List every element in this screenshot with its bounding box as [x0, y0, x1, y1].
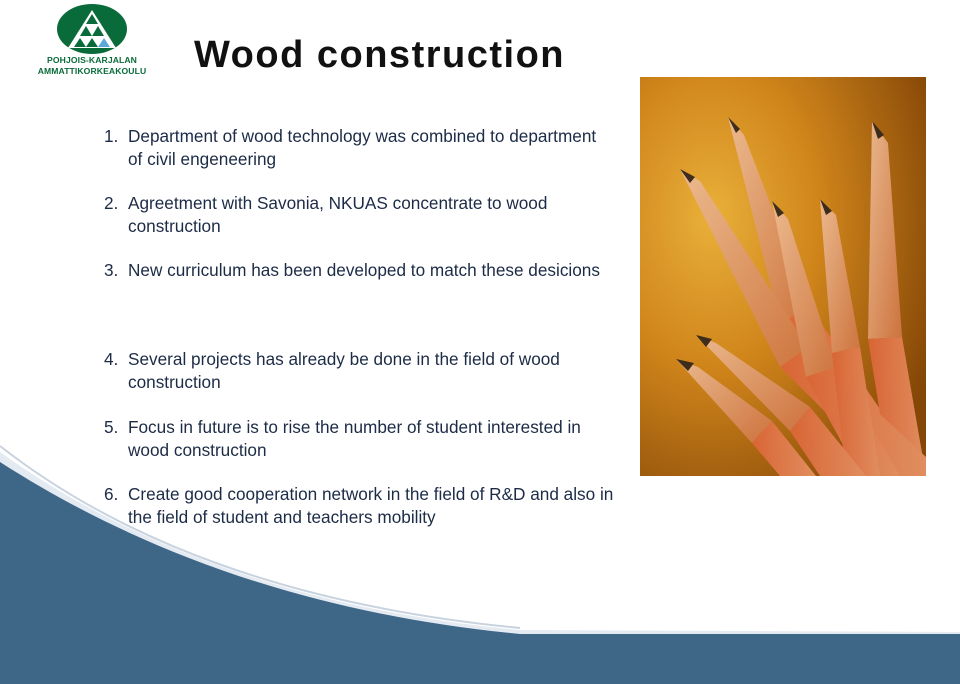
list-item-number: 2. [104, 193, 119, 213]
list-item-text: Department of wood technology was combined to department of civil engeneering [128, 126, 597, 169]
list-item [104, 192, 614, 238]
pencils-photo [640, 77, 926, 476]
logo-text-line1: POHJOIS-KARJALAN [47, 55, 137, 65]
slide-title: Wood construction [194, 34, 565, 76]
list-item-text: Several projects has already be done in the field of wood construction [128, 349, 560, 392]
list-item-text: New curriculum has been developed to match these desicions [128, 260, 600, 280]
logo-text-line2: AMMATTIKORKEAKOULU [37, 66, 147, 76]
list-item [104, 259, 614, 282]
list-item-number: 4. [104, 349, 119, 369]
school-logo [36, 2, 148, 78]
list-item-number: 3. [104, 260, 119, 280]
list-item [104, 416, 614, 462]
list-item-number: 1. [104, 126, 119, 146]
triangle-emblem-icon [36, 2, 148, 54]
list-item-text: Focus in future is to rise the number of student interested in wood construction [128, 417, 581, 460]
list-item-number: 5. [104, 417, 119, 437]
list-item [104, 483, 614, 529]
list-item-text: Create good cooperation network in the field of R&D and also in the field of student and teachers mobility [128, 484, 614, 527]
list-item-number: 6. [104, 484, 119, 504]
list-item-text: Agreetment with Savonia, NKUAS concentrate to wood construction [128, 193, 548, 236]
list-item [104, 125, 614, 171]
list-item [104, 348, 614, 394]
